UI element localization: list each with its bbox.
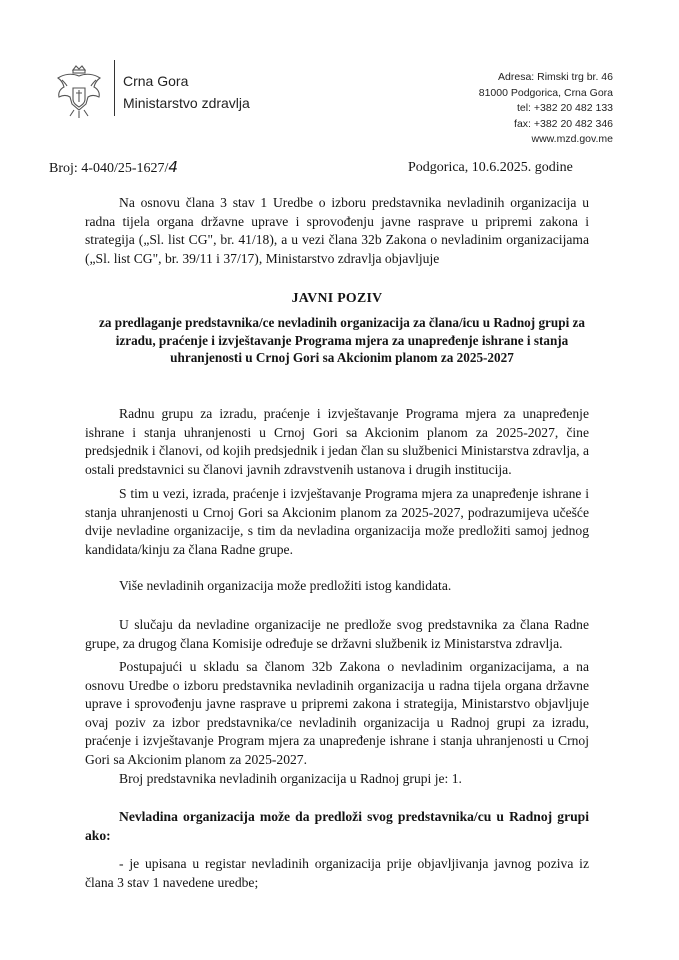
document-title: JAVNI POZIV: [291, 290, 383, 305]
contact-city: 81000 Podgorica, Crna Gora: [478, 86, 613, 99]
condition-item: [85, 855, 589, 892]
paragraph-text: U slučaju da nevladine organizacije ne predlože svog predstavnika za člana Radne grupe, za drugog člana Komisije određuje se državni službenik iz Ministarstva zdravlja.: [85, 617, 589, 651]
paragraph-3: [85, 577, 589, 596]
intro-text: Na osnovu člana 3 stav 1 Uredbe o izboru predstavnika nevladinih organizacija u radna tijela organa državne uprave i sprovođenju javne rasprave u pripremi zakona i strategija („Sl. list CG", br. 41/18), a u vezi člana 32b Zakona o nevladinim organizacijama („Sl. list CG", br. 39/11 i 37/17), Ministarstvo zdravlja objavljuje: [85, 195, 589, 266]
contact-tel: tel: +382 20 482 133: [516, 102, 613, 114]
paragraph-text: Više nevladinih organizacija može predložiti istog kandidata.: [119, 578, 452, 593]
paragraph-1: [85, 405, 589, 479]
paragraph-text: Radnu grupu za izradu, praćenje i izvještavanje Programa mjera za unapređenje ishrane i stanja uhranjenosti u Crnoj Gori sa Akcionim planom za 2025-2027, čine predsjednik i članovi, od kojih predsjednik i jedan član su službenici Ministarstva zdravlja, a ostali predstavnici su članovi javnih zdravstvenih ustanova i drugih institucija.: [85, 406, 589, 477]
paragraph-2: [85, 485, 589, 559]
header-divider: [114, 60, 115, 116]
country-name: Crna Gora: [123, 73, 189, 89]
conditions-heading-text: Nevladina organizacija može da predloži svog predstavnika/cu u Radnoj grupi ako:: [85, 809, 589, 843]
ministry-name: Ministarstvo zdravlja: [123, 95, 250, 111]
paragraph-text: Broj predstavnika nevladinih organizacija u Radnoj grupi je: 1.: [119, 771, 462, 786]
paragraph-4: [85, 616, 589, 653]
contact-address: Adresa: Rimski trg br. 46: [498, 71, 613, 83]
document-date: Podgorica, 10.6.2025. godine: [408, 160, 573, 175]
ministry-name-block: [123, 70, 250, 114]
intro-paragraph: [85, 194, 589, 268]
contact-block: [479, 70, 613, 148]
contact-fax: fax: +382 20 482 346: [514, 117, 613, 130]
paragraph-text: Postupajući u skladu sa članom 32b Zakona o nevladinim organizacijama, a na osnovu Uredbe o izboru predstavnika nevladinih organizacija u radna tijela organa državne uprave i sprovođenju javne rasprave u pripremi zakona i strategija, Ministarstvo objavljuje ovaj poziv za izbor predstavnika/ce nevladinih organizacija u Radnoj grupi za izradu, praćenje i izvještavanje Program mjera za unapređenje ishrane i stanja uhranjenosti u Crnoj Gori sa Akcionim planom za 2025-2027.: [85, 659, 589, 767]
contact-web: www.mzd.gov.me: [531, 133, 613, 145]
paragraph-5: [85, 658, 589, 769]
reference-handwritten-digit: 4: [168, 158, 178, 176]
paragraph-text: S tim u vezi, izrada, praćenje i izvještavanje Programa mjera za unapređenje ishrane i stanja uhranjenosti u Crnoj Gori sa Akcionim planom za 2025-2027, podrazumijeva učešće dvije nevladine organizacije, s tim da nevladina organizacija može predložiti samoj jednog kandidata/kinju za člana Radne grupe.: [85, 486, 589, 557]
paragraph-6: [85, 770, 589, 789]
conditions-heading: [85, 808, 589, 845]
document-subtitle: za predlaganje predstavnika/ce nevladinih organizacija za člana/icu u Radnoj grupi za izradu, praćenje i izvještavanje Programa mjera za unapređenje ishrane i stanja uhranjenosti u Crnoj Gori sa Akcionim planom za 2025-2027: [98, 315, 585, 365]
reference-number-text: Broj: 4-040/25-1627/: [49, 161, 169, 176]
coat-of-arms-icon: [54, 64, 104, 120]
reference-number: [49, 158, 178, 177]
condition-text: - je upisana u registar nevladinih organizacija prije objavljivanja javnog poziva iz člana 3 stav 1 navedene uredbe;: [85, 856, 589, 890]
